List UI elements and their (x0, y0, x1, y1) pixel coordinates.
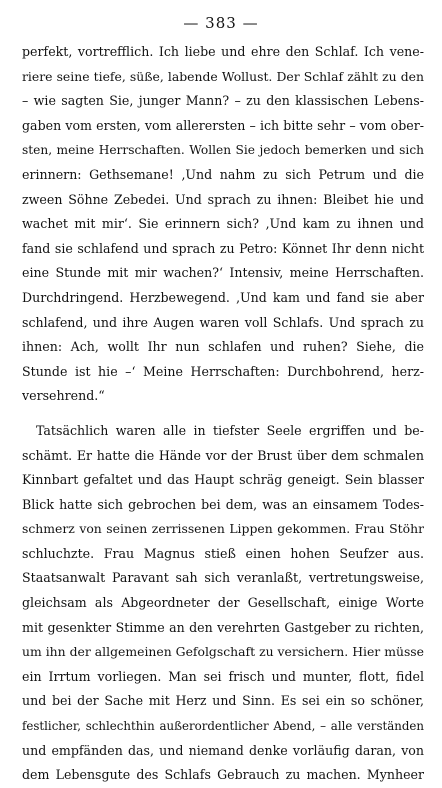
text-line: versehrend.“ (22, 388, 105, 404)
text-line: sten, meine Herrschaften. Wollen Sie jedoch bemerken und sich (22, 143, 424, 158)
text-line: schmerz von seinen zerrissenen Lippen gekommen. Frau Stöhr (22, 521, 424, 537)
text-line: schluchzte. Frau Magnus stieß einen hohen Seufzer aus. (22, 545, 424, 561)
text-line: eine Stunde mit mir wachen?‘ Intensiv, meine Herrschaften. (22, 265, 424, 281)
text-line: schämt. Er hatte die Hände vor der Brust über dem schmalen (22, 447, 424, 463)
text-line: Stunde ist hie –‘ Meine Herrschaften: Durchbohrend, herz- (22, 363, 424, 379)
text-line: Blick hatte sich gebrochen bei dem, was an einsamem Todes- (22, 496, 424, 512)
text-line: zween Söhne Zebedei. Und sprach zu ihnen: Bleibet hie und (22, 191, 424, 207)
text-line: ein Irrtum vorliegen. Man sei frisch und munter, flott, fidel (22, 668, 424, 684)
text-line: gaben vom ersten, vom allerersten – ich bitte sehr – vom ober- (22, 117, 424, 133)
paragraph-gap (22, 409, 424, 419)
text-line: schlafend, und ihre Augen waren voll Schlafs. Und sprach zu (22, 314, 424, 330)
page-body (22, 40, 424, 788)
text-line: – wie sagten Sie, junger Mann? – zu den klassischen Lebens- (22, 93, 424, 109)
text-line: fand sie schlafend und sprach zu Petro: Könnet Ihr denn nicht (22, 240, 424, 256)
text-line: Staatsanwalt Paravant sah sich veranlaßt, vertretungsweise, (22, 570, 424, 586)
paragraph-2 (22, 419, 424, 788)
text-line: Kinnbart gefaltet und das Haupt schräg geneigt. Sein blasser (22, 472, 424, 488)
text-line: um ihn der allgemeinen Gefolgschaft zu versichern. Hier müsse (22, 644, 424, 660)
text-line: riere seine tiefe, süße, labende Wollust. Der Schlaf zählt zu den (22, 68, 424, 84)
text-line: perfekt, vortrefflich. Ich liebe und ehre den Schlaf. Ich vene- (22, 44, 424, 59)
text-line: erinnern: Gethsemane! ‚Und nahm zu sich Petrum und die (22, 166, 424, 182)
page-number: — 383 — (183, 14, 259, 32)
text-line: dem Lebensgute des Schlafs Gebrauch zu machen. Mynheer (22, 767, 424, 783)
text-line: Tatsächlich waren alle in tiefster Seele ergriffen und be- (36, 422, 424, 438)
paragraph-1 (22, 40, 424, 409)
text-line: und empfänden das, und niemand denke vorläufig daran, von (22, 742, 424, 758)
text-line: und bei der Sache mit Herz und Sinn. Es sei ein so schöner, (22, 693, 424, 709)
text-line: ihnen: Ach, wollt Ihr nun schlafen und ruhen? Siehe, die (22, 339, 424, 355)
text-line: mit gesenkter Stimme an den verehrten Gastgeber zu richten, (22, 619, 424, 635)
text-line: gleichsam als Abgeordneter der Gesellschaft, einige Worte (22, 595, 424, 611)
text-line: Durchdringend. Herzbewegend. ‚Und kam und fand sie aber (22, 289, 424, 305)
text-line: wachet mit mir‘. Sie erinnern sich? ‚Und kam zu ihnen und (22, 216, 424, 232)
text-line: festlicher, schlechthin außerordentlicher Abend, – alle verständen (22, 719, 424, 734)
